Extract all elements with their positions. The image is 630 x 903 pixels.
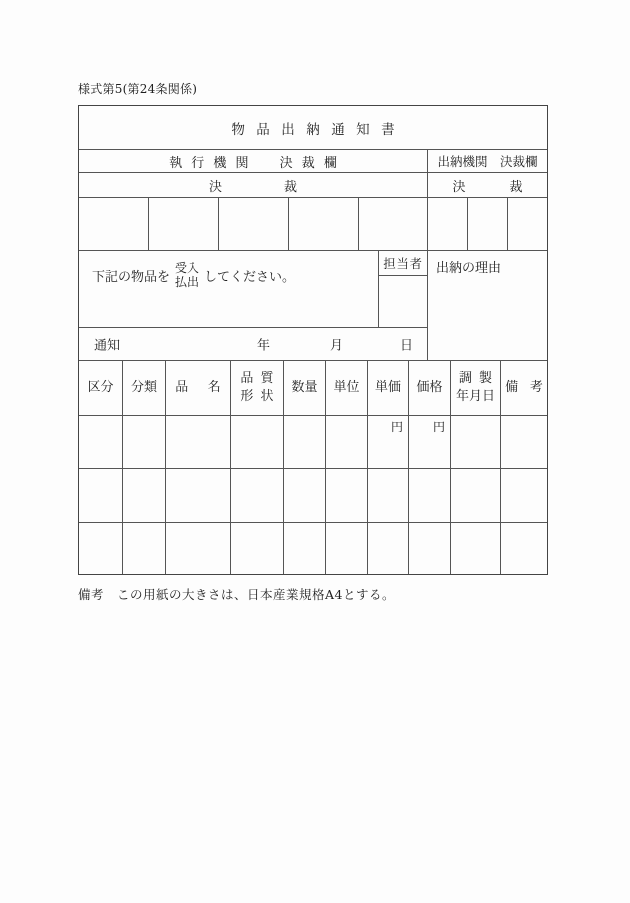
item-cell	[123, 416, 166, 468]
notice-month-label: 月	[330, 338, 344, 354]
col-header-label: 品名	[175, 379, 241, 395]
goods-notice-form-table	[78, 105, 555, 575]
item-cell	[284, 523, 326, 574]
item-cell	[166, 469, 231, 522]
item-cell	[326, 523, 368, 574]
col-header-tanka	[368, 361, 409, 415]
approval-stamp-cell	[508, 198, 547, 250]
col-header-kubun	[79, 361, 123, 415]
col-header-label: 単価	[374, 379, 401, 395]
item-cell	[326, 469, 368, 522]
middle-left-block	[79, 251, 428, 360]
approval-stamp-cell	[219, 198, 289, 250]
col-header-hinshitsu-keijo	[231, 361, 284, 415]
request-message-cell	[79, 251, 379, 327]
item-cell	[166, 523, 231, 574]
yen-unit-label: 円	[390, 420, 403, 434]
exec-agency-header-cell	[79, 150, 428, 172]
col-header-hinmei	[166, 361, 241, 415]
request-prefix: 下記の物品を	[92, 269, 171, 285]
col-header-suryo	[284, 361, 326, 415]
item-cell	[123, 523, 166, 574]
person-in-charge-label: 担当者	[379, 251, 427, 276]
col-header-label: 品質	[240, 370, 281, 386]
exec-kessai-cell	[79, 173, 428, 197]
notice-date-row	[79, 328, 427, 360]
item-cell-kakaku	[409, 416, 451, 468]
choice-dispense: 払出	[175, 275, 200, 289]
item-cell-tanka	[368, 416, 409, 468]
col-header-kakaku	[409, 361, 451, 415]
item-cell	[451, 523, 501, 574]
item-data-row	[79, 469, 547, 523]
form-title: 物品出納通知書	[231, 121, 407, 138]
item-cell	[284, 469, 326, 522]
item-cell	[501, 523, 547, 574]
approval-stamp-cell	[79, 198, 149, 250]
kessai-char-2: 裁	[509, 179, 523, 195]
col-header-chosei-date	[451, 361, 501, 415]
receive-dispense-choice	[175, 261, 199, 289]
item-cell	[501, 469, 547, 522]
item-cell	[79, 523, 123, 574]
notice-year-label: 年	[257, 338, 271, 354]
kessai-char-1: 決	[452, 179, 466, 195]
person-in-charge-cell	[379, 276, 427, 327]
item-cell	[451, 469, 501, 522]
cashier-kessai-cell	[428, 173, 547, 197]
col-header-label: 調製	[458, 370, 500, 386]
item-cell	[326, 416, 368, 468]
item-table-header-row	[79, 361, 555, 416]
kessai-char-2: 裁	[284, 179, 298, 195]
col-header-label: 単位	[333, 379, 360, 395]
choice-receive: 受入	[175, 260, 200, 275]
col-header-label: 数量	[291, 379, 318, 395]
notice-day-label: 日	[400, 338, 414, 354]
item-cell	[409, 523, 451, 574]
item-cell	[368, 469, 409, 522]
item-cell	[166, 416, 231, 468]
approval-stamp-cell	[289, 198, 359, 250]
item-cell	[79, 469, 123, 522]
form-title-row	[79, 106, 547, 150]
item-cell	[231, 416, 284, 468]
item-cell	[409, 469, 451, 522]
item-cell	[284, 416, 326, 468]
approval-stamp-cell	[428, 198, 468, 250]
kessai-char-1: 決	[208, 179, 222, 195]
exec-agency-header: 執行機関 決裁欄	[169, 155, 346, 171]
item-cell	[451, 416, 501, 468]
item-cell	[123, 469, 166, 522]
item-cell	[79, 416, 123, 468]
reason-label: 出納の理由	[436, 261, 502, 276]
item-cell	[231, 469, 284, 522]
item-cell	[368, 523, 409, 574]
col-header-label: 区分	[87, 379, 114, 395]
cashier-agency-header: 出納機関 決裁欄	[437, 154, 538, 169]
item-data-row	[79, 523, 547, 574]
col-header-label: 形状	[240, 389, 281, 404]
item-cell	[231, 523, 284, 574]
col-header-label: 価格	[416, 379, 443, 395]
paper-size-footnote: 備考 この用紙の大きさは、日本産業規格A4とする。	[78, 587, 395, 602]
col-header-label: 備考	[505, 379, 555, 395]
kessai-row	[79, 173, 547, 198]
col-header-bunrui	[123, 361, 166, 415]
item-cell	[501, 416, 547, 468]
item-data-row	[79, 416, 547, 469]
request-message-row	[79, 251, 427, 328]
person-in-charge-column	[379, 251, 427, 327]
col-header-label: 分類	[130, 379, 157, 395]
cashier-agency-header-cell	[428, 150, 547, 172]
col-header-tani	[326, 361, 368, 415]
approval-stamp-cell	[359, 198, 428, 250]
middle-section	[79, 251, 547, 361]
agency-header-row	[79, 150, 547, 173]
reason-cell	[428, 251, 547, 360]
form-number-label: 様式第5(第24条関係)	[78, 82, 198, 96]
approval-stamp-cell	[149, 198, 219, 250]
col-header-label: 年月日	[455, 389, 495, 404]
notice-label: 通知	[94, 338, 121, 354]
request-suffix: してください。	[204, 269, 296, 285]
approval-stamp-row	[79, 198, 547, 251]
yen-unit-label: 円	[432, 420, 445, 434]
col-header-biko	[501, 361, 555, 415]
approval-stamp-cell	[468, 198, 508, 250]
